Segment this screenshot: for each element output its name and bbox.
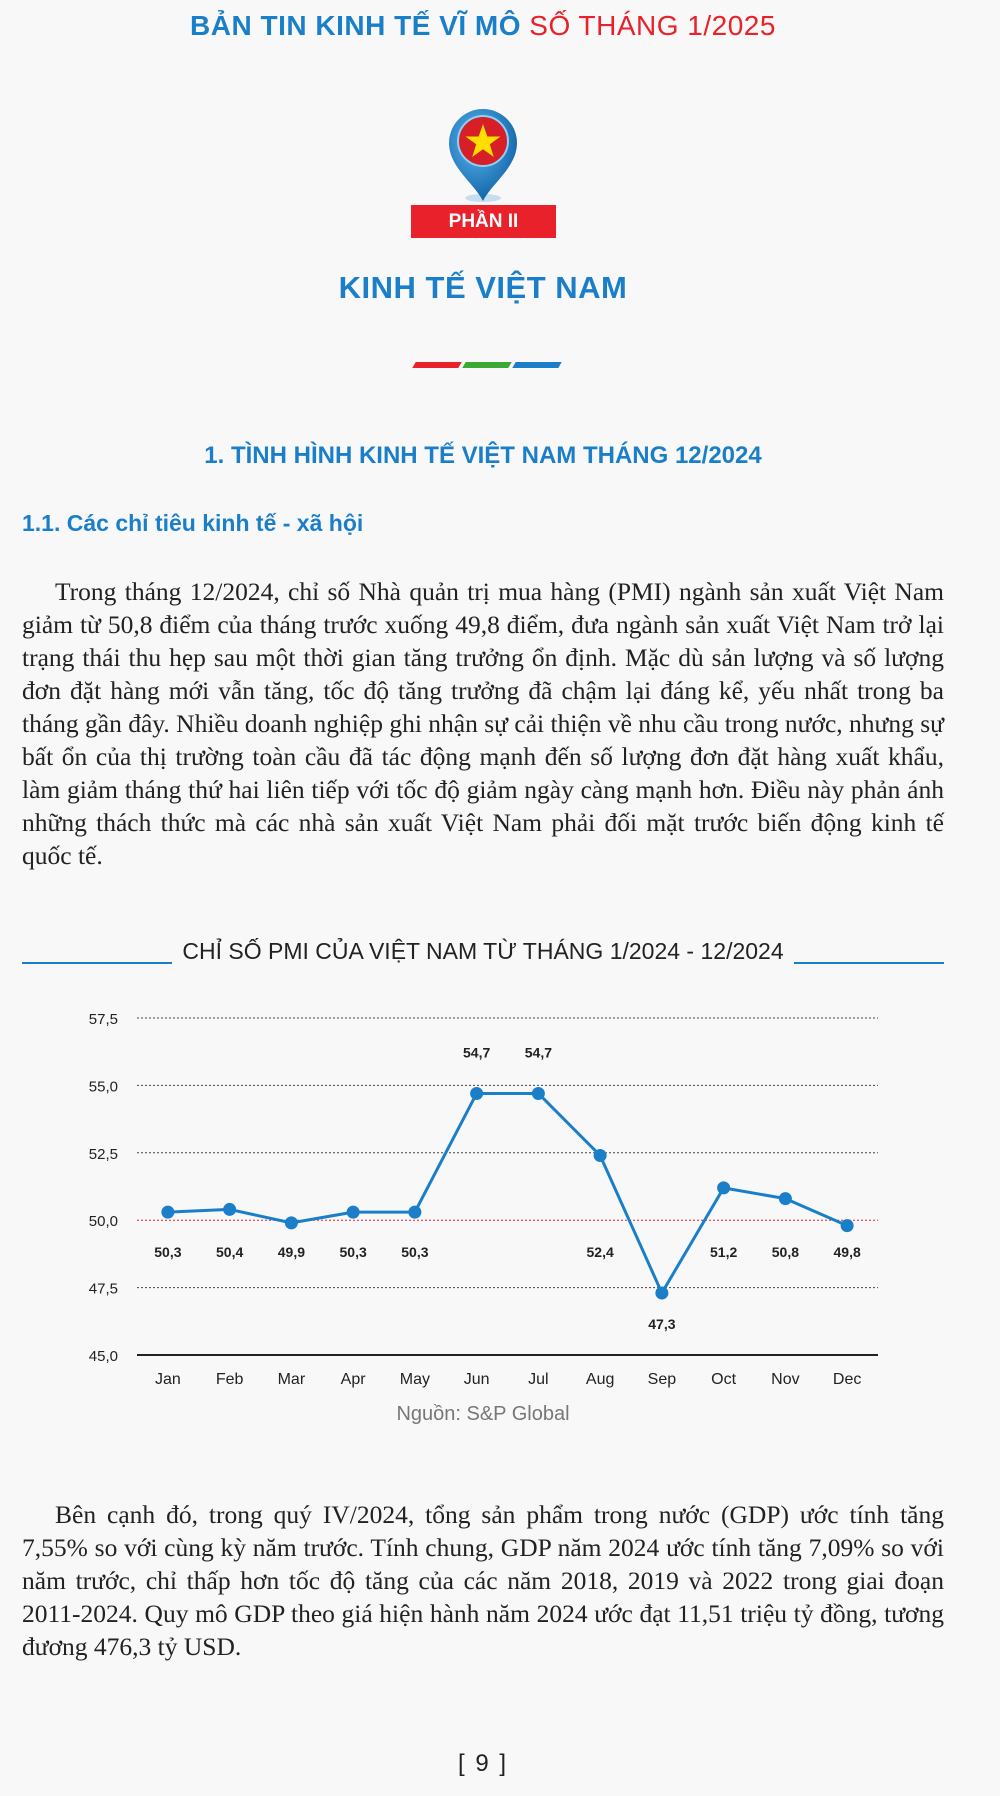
x-tick-label: May <box>399 1371 430 1388</box>
data-point <box>285 1216 298 1229</box>
divider-red <box>412 362 461 368</box>
data-label: 54,7 <box>463 1044 491 1061</box>
x-tick-label: Sep <box>647 1371 677 1388</box>
bulletin-title: BẢN TIN KINH TẾ VĨ MÔ <box>190 10 521 41</box>
data-point <box>347 1206 360 1219</box>
data-label: 50,3 <box>154 1244 182 1261</box>
data-point <box>408 1206 421 1219</box>
paragraph-pmi: Trong tháng 12/2024, chỉ số Nhà quản trị mua hàng (PMI) ngành sản xuất Việt Nam giảm từ 50,8 điểm của tháng trước xuống 49,8 điểm, đưa ngành sản xuất Việt Nam trở lại trạng thái thu hẹp sau một thời gian tăng trưởng ổn định. Mặc dù sản lượng và số lượng đơn đặt hàng mới vẫn tăng, tốc độ tăng trưởng đã chậm lại đáng kể, yếu nhất trong ba tháng gần đây. Nhiều doanh nghiệp ghi nhận sự cải thiện về nhu cầu trong nước, nhưng sự bất ổn của thị trường toàn cầu đã tác động mạnh đến số lượng đơn đặt hàng xuất khẩu, làm giảm tháng thứ hai liên tiếp với tốc độ giảm ngày càng mạnh hơn. Điều này phản ánh những thách thức mà các nhà sản xuất Việt Nam phải đối mặt trước biến động kinh tế quốc tế. <box>22 577 944 870</box>
paragraph-gdp: Bên cạnh đó, trong quý IV/2024, tổng sản phẩm trong nước (GDP) ước tính tăng 7,55% so với cùng kỳ năm trước. Tính chung, GDP năm 2024 ước tính tăng 7,09% so với năm trước, chỉ thấp hơn tốc độ tăng của các năm 2018, 2019 và 2022 trong giai đoạn 2011-2024. Quy mô GDP theo giá hiện hành năm 2024 ước đạt 11,51 triệu tỷ đồng, tương đương 476,3 tỷ USD. <box>22 1500 944 1661</box>
page-number: [ 9 ] <box>457 1750 509 1777</box>
data-point <box>655 1286 668 1299</box>
bulletin-header <box>0 10 966 42</box>
y-tick-label: 45,0 <box>88 1348 118 1365</box>
data-label: 51,2 <box>710 1244 738 1261</box>
part-title: KINH TẾ VIỆT NAM <box>338 270 628 305</box>
y-tick-label: 52,5 <box>88 1145 118 1163</box>
data-point <box>161 1206 174 1219</box>
pmi-line-chart <box>0 990 966 1390</box>
data-point <box>532 1087 545 1100</box>
x-tick-label: Dec <box>832 1371 862 1388</box>
y-tick-label: 50,0 <box>88 1213 118 1231</box>
x-tick-label: Jan <box>154 1371 181 1388</box>
x-tick-label: Feb <box>215 1371 244 1388</box>
x-tick-label: Apr <box>340 1371 366 1388</box>
data-point <box>841 1219 854 1232</box>
x-tick-label: Aug <box>585 1371 615 1388</box>
data-label: 50,8 <box>771 1244 799 1261</box>
y-tick-label: 57,5 <box>88 1011 118 1028</box>
y-tick-label: 55,0 <box>88 1078 118 1096</box>
subsection-heading: 1.1. Các chỉ tiêu kinh tế - xã hội <box>22 510 364 536</box>
divider-blue <box>512 362 561 368</box>
vietnam-flag-pin-icon <box>446 105 520 205</box>
divider-green <box>462 362 511 368</box>
data-label: 47,3 <box>648 1315 676 1332</box>
chart-title-row <box>22 938 944 968</box>
pmi-series-line <box>168 1093 847 1293</box>
x-tick-label: Jun <box>463 1371 490 1388</box>
x-tick-label: Oct <box>711 1371 737 1388</box>
data-label: 50,3 <box>401 1244 429 1261</box>
section-heading: 1. TÌNH HÌNH KINH TẾ VIỆT NAM THÁNG 12/2024 <box>204 442 762 469</box>
data-point <box>717 1181 730 1194</box>
data-label: 49,8 <box>833 1244 861 1261</box>
data-point <box>779 1192 792 1205</box>
part-badge: PHẦN II <box>411 205 556 238</box>
x-tick-label: Mar <box>277 1371 306 1388</box>
data-label: 54,7 <box>524 1044 552 1061</box>
data-label: 50,4 <box>216 1244 244 1261</box>
data-label: 50,3 <box>339 1244 367 1261</box>
chart-source: Nguồn: S&P Global <box>396 1403 570 1425</box>
data-point <box>223 1203 236 1216</box>
x-tick-label: Nov <box>771 1371 800 1388</box>
chart-title: CHỈ SỐ PMI CỦA VIỆT NAM TỪ THÁNG 1/2024 - 12/2024 <box>172 938 793 964</box>
x-tick-label: Jul <box>528 1371 549 1388</box>
bulletin-issue: SỐ THÁNG 1/2025 <box>529 10 776 41</box>
data-point <box>470 1087 483 1100</box>
data-label: 49,9 <box>277 1244 305 1261</box>
data-point <box>594 1149 607 1162</box>
y-tick-label: 47,5 <box>88 1280 118 1298</box>
data-label: 52,4 <box>586 1244 614 1261</box>
